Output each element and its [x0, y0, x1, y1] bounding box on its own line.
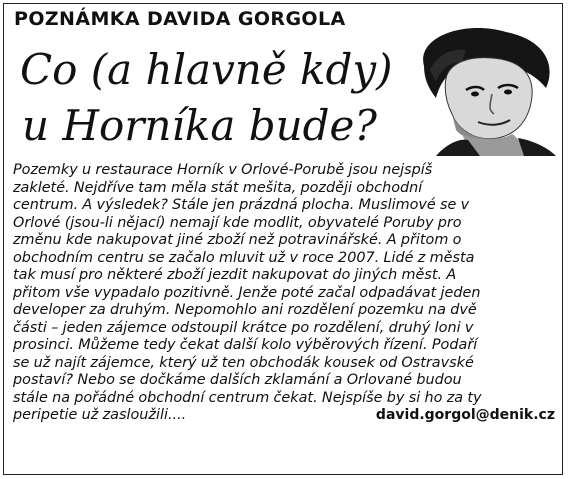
body-line: tak musí pro některé zboží jezdit nakupovat do jiných měst. A: [13, 267, 457, 283]
headline: [20, 42, 393, 154]
body-line: změnu kde nakupovat jiné zboží než potravinářské. A přitom o: [13, 232, 462, 248]
body-line: zakleté. Nejdříve tam měla stát mešita, později obchodní: [13, 179, 423, 196]
body-line: postaví? Nebo se dočkáme dalších zklamání a Orlované budou: [13, 372, 462, 388]
body-last-line: peripetie už zasloužili....: [13, 407, 187, 423]
body-line: prosinci. Můžeme tedy čekat další kolo výběrových řízení. Podaří: [13, 337, 478, 353]
article-body: [13, 162, 555, 425]
signature-row: [13, 407, 555, 425]
body-line: přitom vše vypadalo pozitivně. Jenže poté začal odpadávat jeden: [13, 284, 481, 301]
body-line: Orlové (jsou-li nějací) nemají kde modlit, obyvatelé Poruby pro: [13, 214, 462, 231]
body-line: části – jeden zájemce odstoupil krátce po rozdělení, druhý loni v: [13, 319, 474, 336]
body-line: Pozemky u restaurace Horník v Orlové-Porubě jsou nejspíš: [13, 162, 433, 178]
headline-line-1: Co (a hlavně kdy): [20, 45, 393, 94]
author-portrait-photo: [406, 26, 556, 156]
body-line: stále na pořádné obchodní centrum čekat. Nejspíše by si ho za ty: [13, 389, 482, 406]
body-line: obchodním centru se začalo mluvit už v roce 2007. Lidé z města: [13, 249, 475, 266]
body-line: developer za druhým. Nepomohlo ani rozdělení pozemku na dvě: [13, 302, 477, 318]
headline-line-2: u Horníka bude?: [22, 101, 377, 150]
column-kicker: POZNÁMKA DAVIDA GORGOLA: [14, 8, 346, 30]
body-line: centrum. A výsledek? Stále jen prázdná plocha. Muslimové se v: [13, 197, 470, 213]
author-email-link[interactable]: david.gorgol@denik.cz: [375, 407, 555, 423]
body-line: se už najít zájemce, který už ten obchodák kousek od Ostravské: [13, 354, 474, 371]
